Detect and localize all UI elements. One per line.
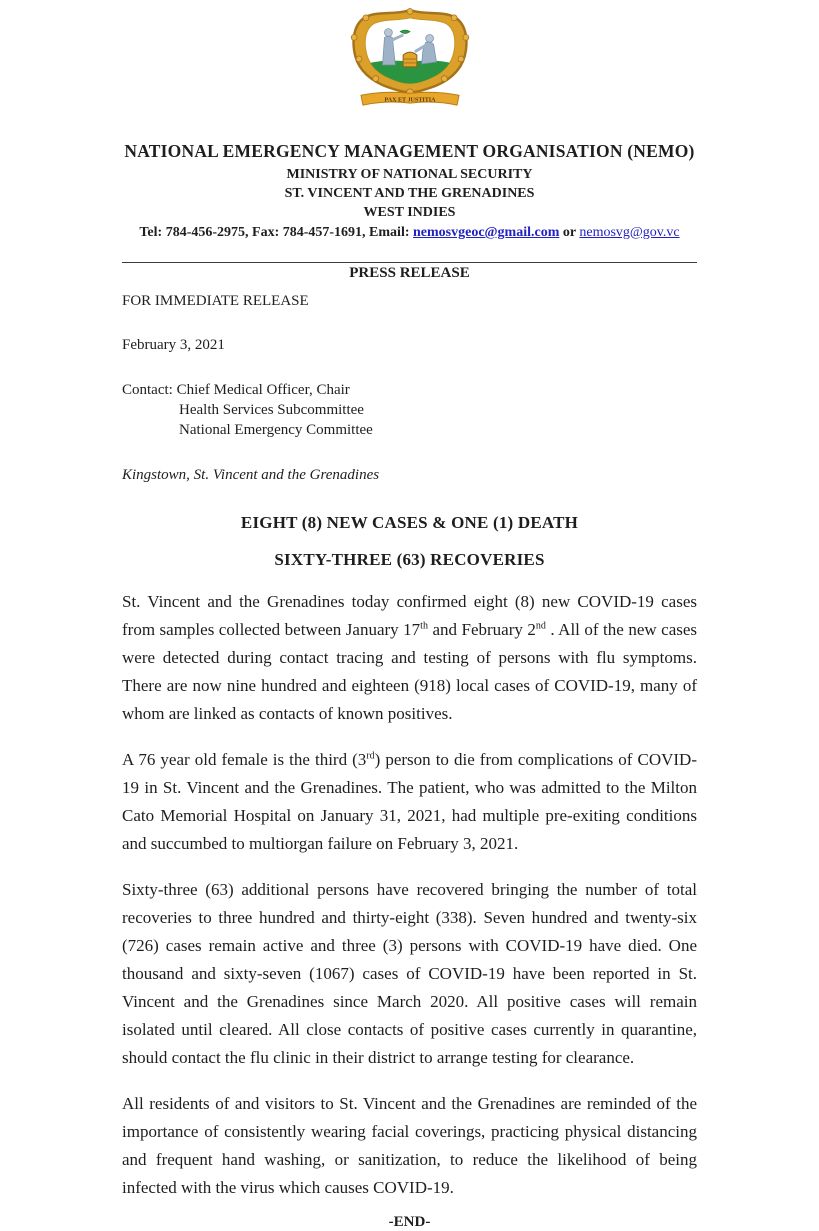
paragraph-1-text-a: St. Vincent and the Grenadines today confirmed eight (8) new COVID-19 cases from samples collected between January 17 [122,592,697,639]
ordinal-superscript: th [420,620,428,632]
contact-line-3: National Emergency Committee [179,422,373,438]
paragraph-4: All residents of and visitors to St. Vincent and the Grenadines are reminded of the importance of consistently wearing facial coverings, practicing physical distancing and frequent hand washing, or sanitization, to reduce the likelihood of being infected with the virus which causes COVID-19. [122,1094,697,1197]
letterhead-divider [122,262,697,263]
contact-block [122,380,697,440]
release-date: February 3, 2021 [122,337,225,353]
region-line: WEST INDIES [363,205,456,220]
coat-of-arms [122,8,697,115]
or-separator: or [559,225,580,240]
ministry-line: MINISTRY OF NATIONAL SECURITY [286,167,533,182]
ordinal-superscript: rd [366,750,375,762]
contact-line-1: Contact: Chief Medical Officer, Chair [122,382,350,398]
paragraph-1-text-b: and February 2 [427,620,536,639]
press-release-label: PRESS RELEASE [349,265,470,281]
ordinal-superscript: nd [535,620,546,632]
crest-altar [403,52,417,67]
paragraph-2 [122,746,697,858]
letterhead [122,141,697,241]
headline-line-2: SIXTY-THREE (63) RECOVERIES [274,550,545,569]
paragraph-1 [122,588,697,728]
crest-motto-text: PAX ET JUSTITIA [383,97,436,104]
email-link-secondary[interactable]: nemosvg@gov.vc [579,225,680,240]
contact-info-line [122,225,697,241]
contact-line-2: Health Services Subcommittee [179,402,364,418]
organisation-name: NATIONAL EMERGENCY MANAGEMENT ORGANISATION (NEMO) [124,141,695,161]
paragraph-2-text-b: ) person to die from complications of COVID-19 in St. Vincent and the Grenadines. The patient, who was admitted to the Milton Cato Memorial Hospital on January 31, 2021, had multiple pre-exiting conditions and succumbed to multiorgan failure on February 3, 2021. [122,750,697,853]
st-vincent-coat-of-arms-icon [346,8,474,110]
paragraph-3: Sixty-three (63) additional persons have recovered bringing the number of total recoveries to three hundred and thirty-eight (338). Seven hundred and twenty-six (726) cases remain active and three (3) persons with COVID-19 have died. One thousand and sixty-seven (1067) cases of COVID-19 have been reported in St. Vincent and the Grenadines since March 2020. All positive cases will remain isolated until cleared. All close contacts of positive cases currently in quarantine, should contact the flu clinic in their district to arrange testing for clearance. [122,880,697,1067]
headline-line-1: EIGHT (8) NEW CASES & ONE (1) DEATH [240,513,579,532]
country-line: ST. VINCENT AND THE GRENADINES [284,186,535,201]
dateline: Kingstown, St. Vincent and the Grenadines [122,467,380,483]
email-link-primary[interactable]: nemosvgeoc@gmail.com [413,225,560,240]
end-marker: -END- [388,1214,431,1230]
crest-motto-banner [360,92,458,105]
press-release-document [122,0,697,1231]
paragraph-2-text-a: A 76 year old female is the third (3 [122,750,367,769]
paragraph-1-text-c: . All of the new cases were detected during contact tracing and testing of persons with flu symptoms. There are now nine hundred and eighteen (918) local cases of COVID-19, many of whom are linked as contacts of known positives. [122,620,698,723]
tel-fax-email-text: Tel: 784-456-2975, Fax: 784-457-1691, Email: [139,225,413,240]
immediate-release-label: FOR IMMEDIATE RELEASE [122,293,309,309]
